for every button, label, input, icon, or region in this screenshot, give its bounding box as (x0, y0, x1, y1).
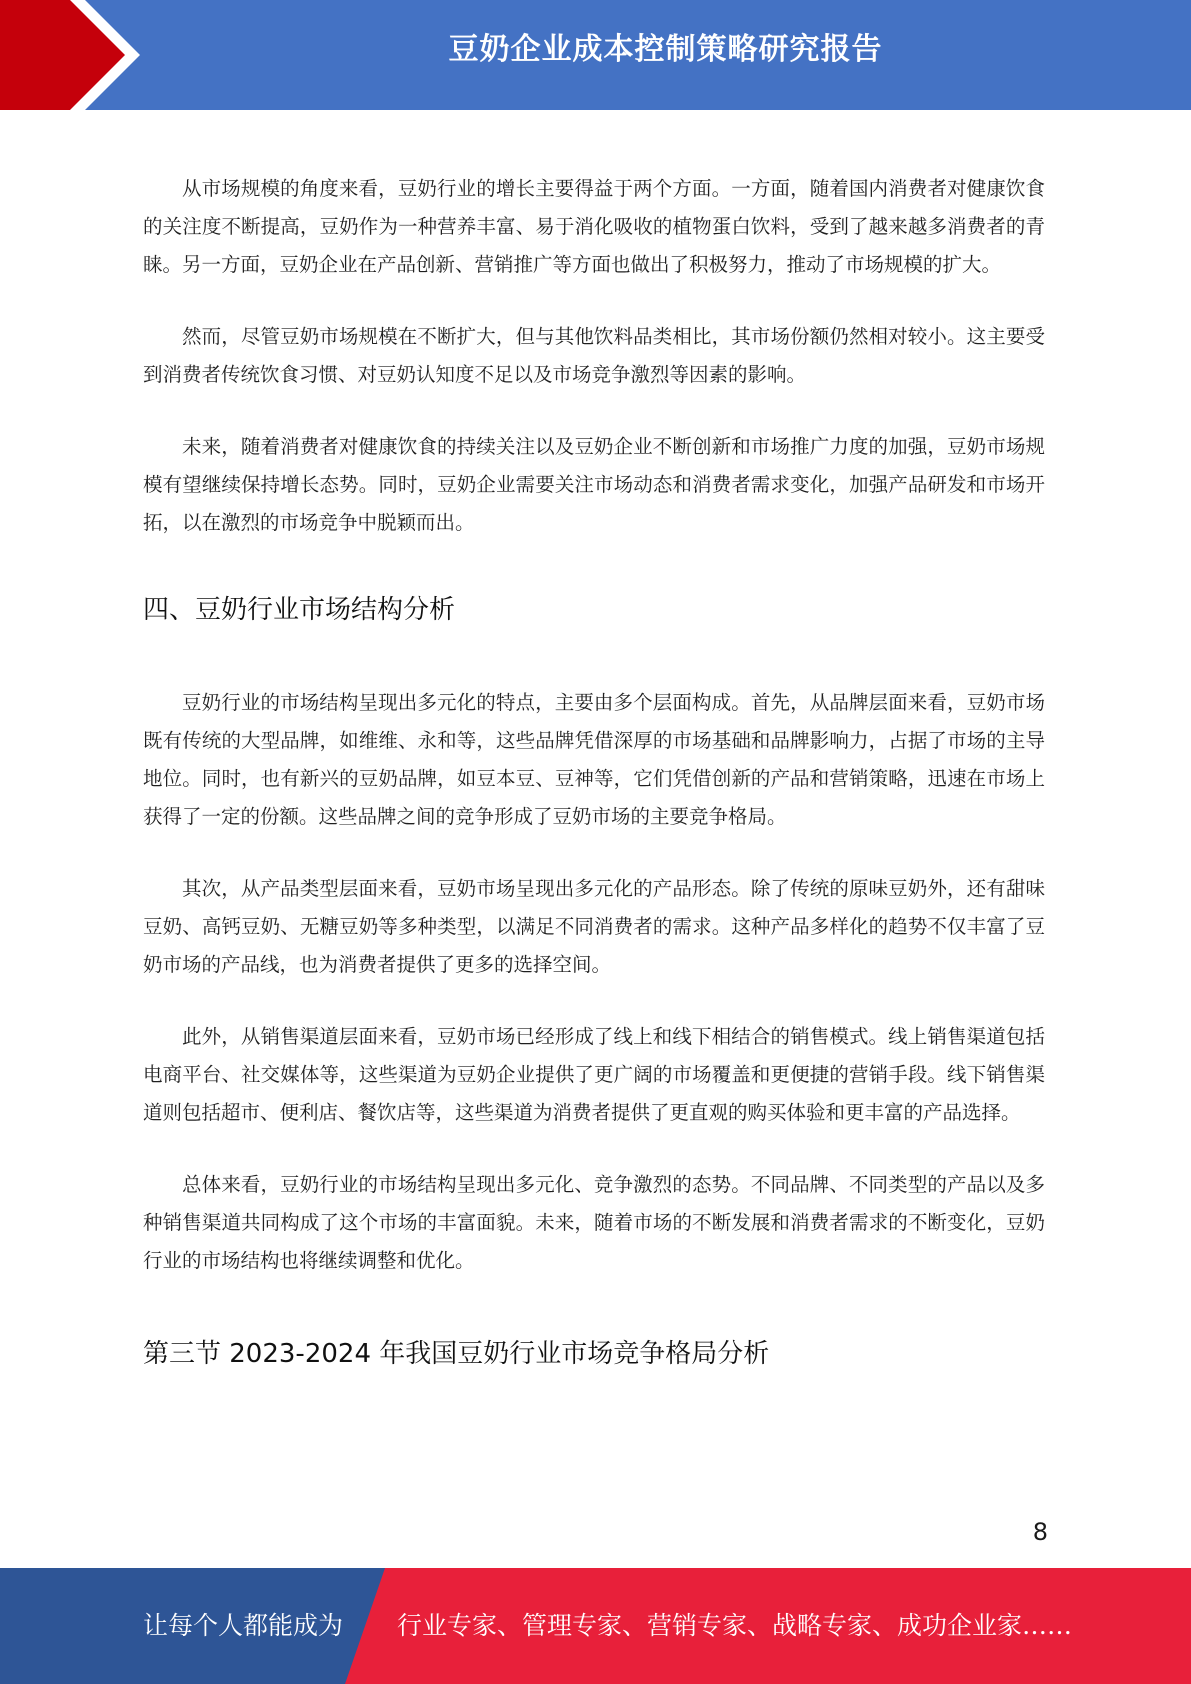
page-header (0, 0, 1191, 110)
page-number: 8 (1032, 1518, 1048, 1546)
page-content (143, 170, 1045, 1428)
page-footer (0, 1568, 1191, 1684)
footer-slogan: 让每个人都能成为 (143, 1611, 344, 1640)
footer-tagline: 行业专家、管理专家、营销专家、战略专家、成功企业家…… (397, 1611, 1073, 1640)
paragraph: 从市场规模的角度来看，豆奶行业的增长主要得益于两个方面。一方面，随着国内消费者对健康饮食的关注度不断提高，豆奶作为一种营养丰富、易于消化吸收的植物蛋白饮料，受到了越来越多消费者的青睐。另一方面，豆奶企业在产品创新、营销推广等方面也做出了积极努力，推动了市场规模的扩大。 (143, 177, 1045, 276)
paragraph: 其次，从产品类型层面来看，豆奶市场呈现出多元化的产品形态。除了传统的原味豆奶外，还有甜味豆奶、高钙豆奶、无糖豆奶等多种类型，以满足不同消费者的需求。这种产品多样化的趋势不仅丰富了豆奶市场的产品线，也为消费者提供了更多的选择空间。 (143, 877, 1045, 976)
subsection-heading: 第三节 2023-2024 年我国豆奶行业市场竞争格局分析 (143, 1339, 770, 1369)
paragraph: 此外，从销售渠道层面来看，豆奶市场已经形成了线上和线下相结合的销售模式。线上销售渠道包括电商平台、社交媒体等，这些渠道为豆奶企业提供了更广阔的市场覆盖和更便捷的营销手段。线下销售渠道则包括超市、便利店、餐饮店等，这些渠道为消费者提供了更直观的购买体验和更丰富的产品选择。 (143, 1025, 1045, 1124)
paragraph: 然而，尽管豆奶市场规模在不断扩大，但与其他饮料品类相比，其市场份额仍然相对较小。这主要受到消费者传统饮食习惯、对豆奶认知度不足以及市场竞争激烈等因素的影响。 (143, 325, 1045, 386)
paragraph: 豆奶行业的市场结构呈现出多元化的特点，主要由多个层面构成。首先，从品牌层面来看，豆奶市场既有传统的大型品牌，如维维、永和等，这些品牌凭借深厚的市场基础和品牌影响力，占据了市场的主导地位。同时，也有新兴的豆奶品牌，如豆本豆、豆神等，它们凭借创新的产品和营销策略，迅速在市场上获得了一定的份额。这些品牌之间的竞争形成了豆奶市场的主要竞争格局。 (143, 691, 1045, 828)
section-heading: 四、豆奶行业市场结构分析 (143, 595, 456, 625)
paragraph: 未来，随着消费者对健康饮食的持续关注以及豆奶企业不断创新和市场推广力度的加强，豆奶市场规模有望继续保持增长态势。同时，豆奶企业需要关注市场动态和消费者需求变化，加强产品研发和市场开拓，以在激烈的市场竞争中脱颖而出。 (143, 435, 1045, 534)
report-title: 豆奶企业成本控制策略研究报告 (448, 32, 883, 67)
paragraph: 总体来看，豆奶行业的市场结构呈现出多元化、竞争激烈的态势。不同品牌、不同类型的产品以及多种销售渠道共同构成了这个市场的丰富面貌。未来，随着市场的不断发展和消费者需求的不断变化，豆奶行业的市场结构也将继续调整和优化。 (143, 1173, 1045, 1272)
